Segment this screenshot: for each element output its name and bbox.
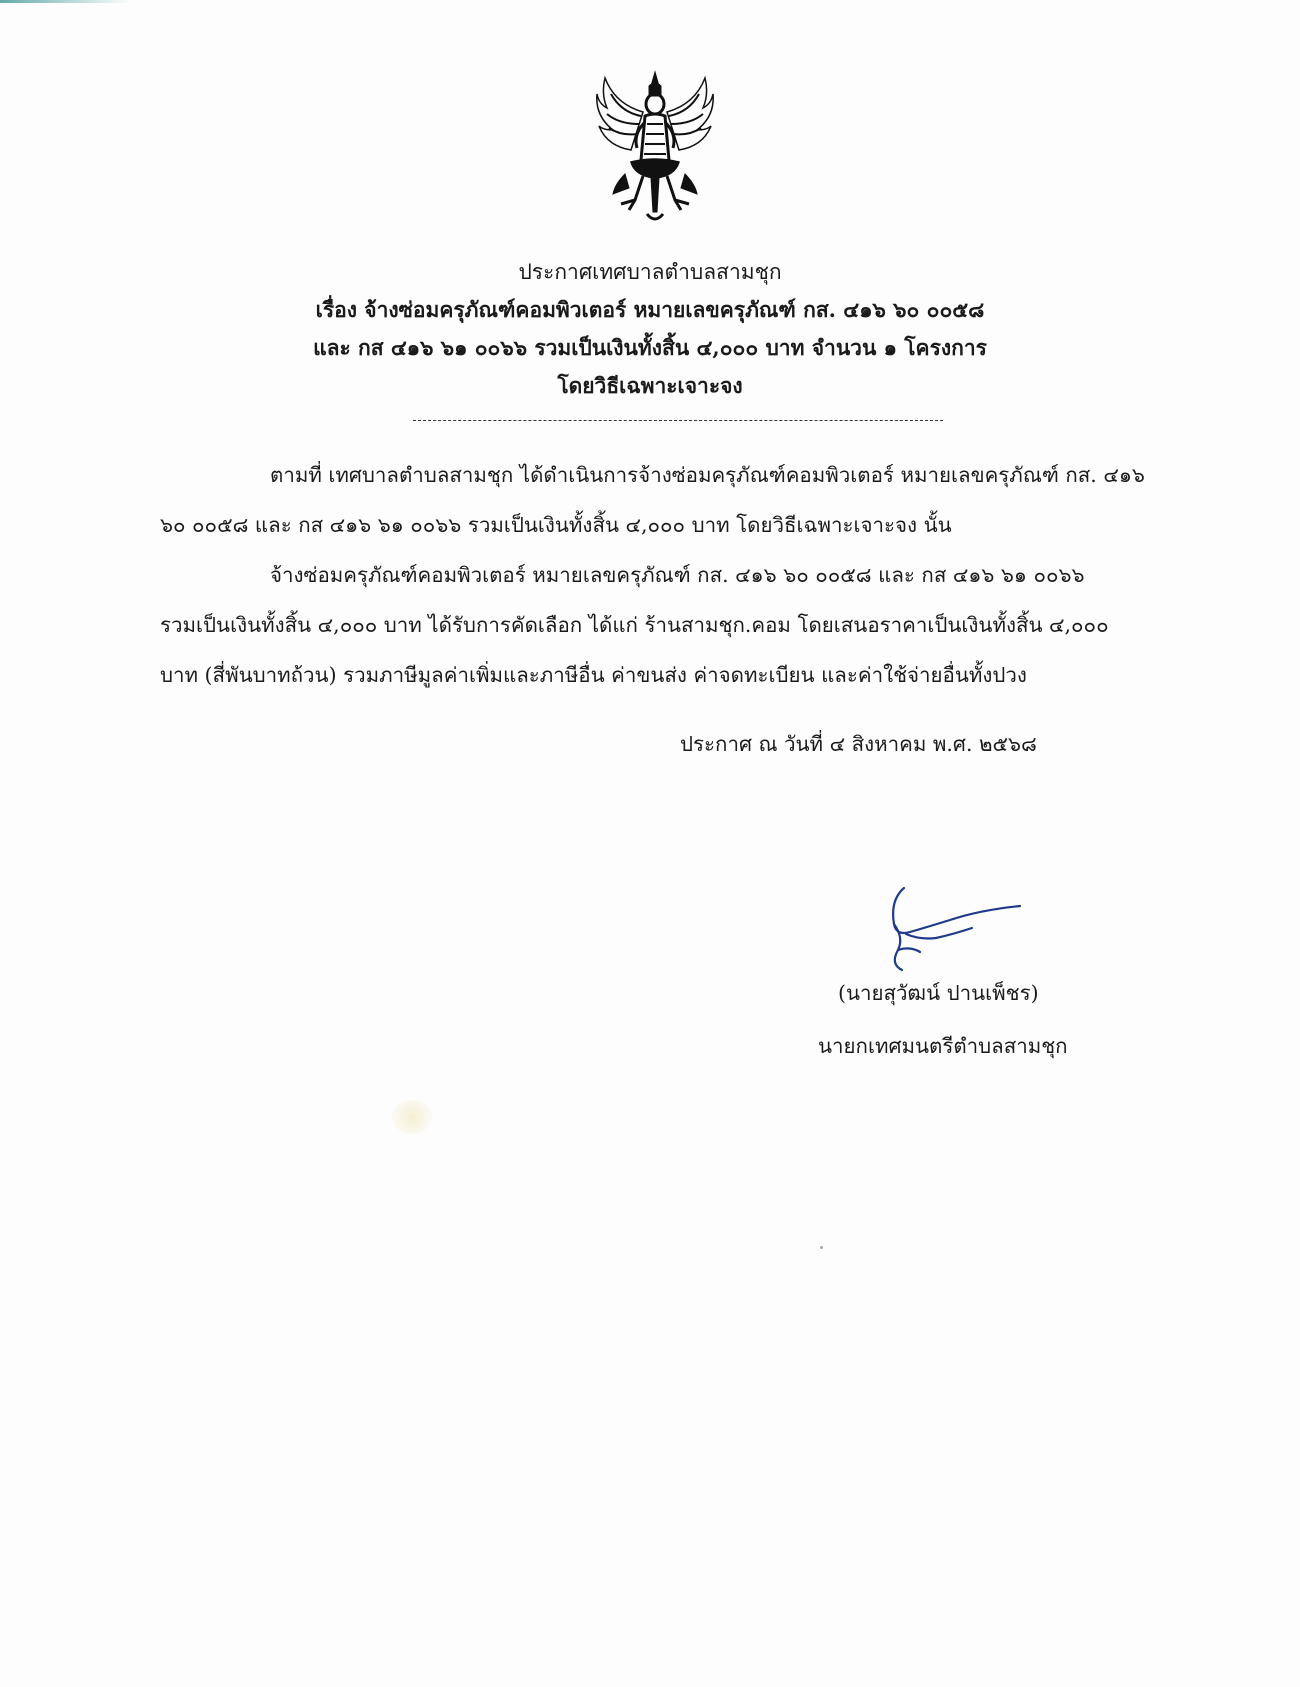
handwritten-signature-icon bbox=[880, 880, 1030, 990]
paragraph-2-line-2: รวมเป็นเงินทั้งสิ้น ๔,๐๐๐ บาท ได้รับการคัดเลือก ได้แก่ ร้านสามชุก.คอม โดยเสนอราคาเป็นเงินทั้งสิ้น ๔,๐๐๐ bbox=[160, 613, 1109, 637]
paragraph-1-line-1: ตามที่ เทศบาลตำบลสามชุก ได้ดำเนินการจ้างซ่อมครุภัณฑ์คอมพิวเตอร์ หมายเลขครุภัณฑ์ กส. ๔๑๖ bbox=[270, 463, 1145, 487]
dashed-divider bbox=[413, 420, 943, 421]
announcement-body bbox=[160, 450, 1170, 700]
announcement-heading bbox=[250, 253, 1050, 405]
heading-method: โดยวิธีเฉพาะเจาะจง bbox=[557, 373, 743, 398]
garuda-emblem-icon bbox=[595, 64, 715, 234]
scan-smudge bbox=[392, 1100, 432, 1134]
signer-title: นายกเทศมนตรีตำบลสามชุก bbox=[818, 1034, 1068, 1058]
paragraph-1-line-2: ๖๐ ๐๐๕๘ และ กส ๔๑๖ ๖๑ ๐๐๖๖ รวมเป็นเงินทั้งสิ้น ๔,๐๐๐ บาท โดยวิธีเฉพาะเจาะจง นั้น bbox=[160, 513, 952, 537]
signer-name: (นายสุวัฒน์ ปานเพ็ชร) bbox=[838, 981, 1039, 1005]
heading-subject-cont: และ กส ๔๑๖ ๖๑ ๐๐๖๖ รวมเป็นเงินทั้งสิ้น ๔,๐๐๐ บาท จำนวน ๑ โครงการ bbox=[313, 335, 987, 360]
announcement-date: ประกาศ ณ วันที่ ๔ สิงหาคม พ.ศ. ๒๕๖๘ bbox=[680, 732, 1037, 756]
paragraph-2-line-1: จ้างซ่อมครุภัณฑ์คอมพิวเตอร์ หมายเลขครุภัณฑ์ กส. ๔๑๖ ๖๐ ๐๐๕๘ และ กส ๔๑๖ ๖๑ ๐๐๖๖ bbox=[270, 563, 1085, 587]
heading-title: ประกาศเทศบาลตำบลสามชุก bbox=[518, 260, 782, 284]
paragraph-2-line-3: บาท (สี่พันบาทถ้วน) รวมภาษีมูลค่าเพิ่มและภาษีอื่น ค่าขนส่ง ค่าจดทะเบียน และค่าใช้จ่ายอื่นทั้งปวง bbox=[160, 663, 1027, 687]
scan-edge-mark bbox=[0, 0, 130, 3]
heading-subject: เรื่อง จ้างซ่อมครุภัณฑ์คอมพิวเตอร์ หมายเลขครุภัณฑ์ กส. ๔๑๖ ๖๐ ๐๐๕๘ bbox=[315, 297, 985, 322]
scan-speck bbox=[820, 1246, 823, 1249]
